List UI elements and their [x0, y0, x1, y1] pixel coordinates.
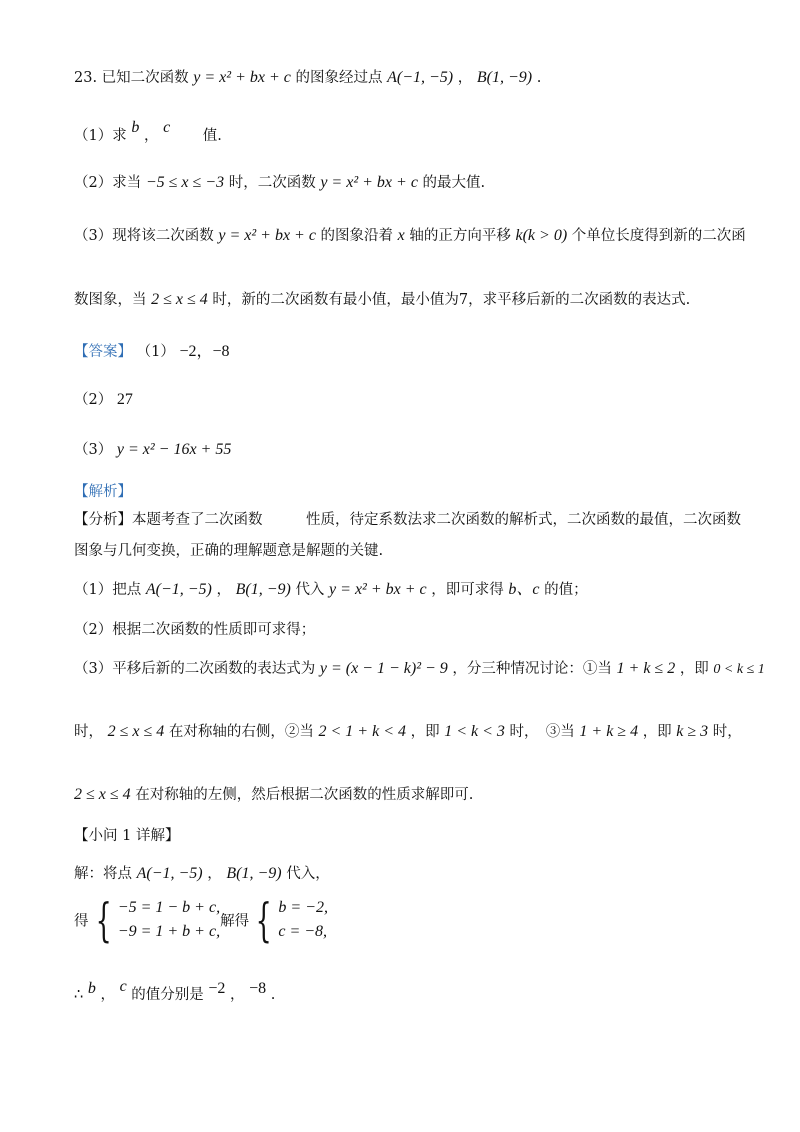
answer-3 [74, 440, 231, 460]
s3-cond-2: 0 < k ≤ 1 [713, 662, 765, 677]
fenxi-text-1: 本题考查了二次函数 性质，待定系数法求二次函数的解析式，二次函数的最值，二次函数 [132, 512, 741, 528]
var-c: c [163, 119, 171, 136]
analysis-tag: 【解析】 [74, 484, 132, 500]
quadratic-function: y = x² + bx + c [193, 69, 291, 86]
a1-label: （1） [136, 344, 175, 360]
shift-k: k(k > 0) [515, 227, 568, 244]
left-brace-icon: { [95, 893, 112, 947]
q2-function: y = x² + bx + c [320, 174, 418, 191]
s5-text: 在对称轴的左侧，然后根据二次函数的性质求解即可. [135, 787, 474, 803]
concl-var-b: b [87, 980, 96, 997]
var-x: x [397, 227, 405, 244]
analysis-heading [74, 482, 132, 502]
stem-text-2: 的图象经过点 [295, 70, 383, 86]
s4-tail: 时， [712, 724, 742, 740]
analysis-step-1 [74, 580, 588, 600]
fenxi-line-2 [74, 541, 383, 561]
detail-tag: 【小问 1 详解】 [74, 828, 180, 844]
system-rows [118, 896, 220, 944]
answer-1 [74, 342, 230, 362]
q1-tail: 值. [202, 128, 222, 144]
detail-point-b: B(1, −9) [226, 865, 282, 882]
detail-text-2: 代入， [286, 866, 330, 882]
concl-sep-2: ， [230, 987, 245, 1003]
analysis-step-2 [74, 620, 315, 640]
detail-line-1 [74, 864, 330, 884]
s1-text: 代入 [295, 582, 325, 598]
stem-text: 已知二次函数 [101, 70, 189, 86]
analysis-step-3 [74, 659, 765, 680]
equation-system [74, 893, 328, 947]
solution-2: c = −8, [278, 923, 328, 940]
q2-range: −5 ≤ x ≤ −3 [145, 174, 225, 191]
q3-text-3: 个单位长度得到新的二次函 [571, 228, 746, 244]
conclusion-line [74, 978, 276, 1005]
problem-stem-line [74, 68, 541, 88]
q2-tail: 的最大值. [422, 175, 486, 191]
solution-rows [278, 896, 328, 944]
s1-vars: b、c [508, 581, 540, 598]
var-b: b [131, 119, 140, 136]
s3-function: y = (x − 1 − k)² − 9 [319, 660, 448, 677]
s4-cond-3: 1 + k ≥ 4 [579, 723, 639, 740]
s1-point-b: B(1, −9) [235, 581, 291, 598]
solution-1: b = −2, [278, 899, 328, 916]
s3-text-2: ，分三种情况讨论：①当 [452, 661, 612, 677]
concl-period: . [270, 987, 276, 1003]
s3-text: （3）平移后新的二次函数的表达式为 [74, 661, 316, 677]
s4-text: 时， [74, 724, 103, 740]
s1-tail: 的值； [544, 582, 588, 598]
left-brace-icon-2: { [255, 893, 272, 947]
concl-text: 的值分别是 [131, 987, 204, 1003]
q3-text-2: 轴的正方向平移 [409, 228, 511, 244]
problem-number: 23. [74, 70, 98, 86]
s4-text-4: 时， ③当 [509, 724, 575, 740]
q1-label: （1）求 [74, 128, 127, 144]
fenxi-line-1 [74, 510, 741, 530]
fenxi-text-2: 图象与几何变换，正确的理解题意是解题的关键. [74, 543, 384, 559]
concl-sep: ， [100, 987, 115, 1003]
a3-value: y = x² − 16x + 55 [116, 441, 232, 458]
s1-label: （1）把点 [74, 582, 142, 598]
s3-text-3: ，即 [679, 661, 709, 677]
equation-2: −9 = 1 + b + c, [117, 923, 221, 940]
a1-value: −2，−8 [179, 343, 230, 360]
detail-sep: ， [207, 866, 222, 882]
a3-label: （3） [74, 442, 113, 458]
s4-text-5: ，即 [642, 724, 672, 740]
s3-cond-1: 1 + k ≤ 2 [616, 660, 676, 677]
answer-2 [74, 390, 133, 410]
q3-function: y = x² + bx + c [218, 227, 316, 244]
question-2 [74, 173, 485, 193]
s2-text: （2）根据二次函数的性质即可求得； [74, 622, 316, 638]
s4-range: 2 ≤ x ≤ 4 [107, 723, 165, 740]
s4-text-3: ，即 [410, 724, 440, 740]
point-a: A(−1, −5) [387, 69, 454, 86]
comma: ， [143, 128, 159, 144]
q3-tail: 时，新的二次函数有最小值，最小值为7，求平移后新的二次函数的表达式. [212, 292, 691, 308]
answer-tag: 【答案】 [74, 344, 132, 360]
a2-value: 27 [116, 391, 133, 408]
jiede-label: 解得 [220, 913, 250, 930]
q3-range: 2 ≤ x ≤ 4 [151, 291, 208, 308]
detail-point-a: A(−1, −5) [136, 865, 203, 882]
detail-heading [74, 826, 179, 846]
s1-text-2: ，即可求得 [431, 582, 504, 598]
equation-1: −5 = 1 − b + c, [117, 899, 221, 916]
fenxi-label: 【分析】 [74, 512, 132, 528]
s1-sep: ， [216, 582, 231, 598]
concl-var-c: c [119, 978, 127, 995]
separator: ， [457, 70, 473, 86]
s5-range: 2 ≤ x ≤ 4 [74, 786, 131, 803]
q2-text: 时，二次函数 [228, 175, 316, 191]
s4-text-2: 在对称轴的右侧，②当 [168, 724, 314, 740]
s4-cond-4: k ≥ 3 [676, 723, 709, 740]
a2-label: （2） [74, 392, 113, 408]
analysis-step-4 [74, 722, 742, 742]
question-1 [74, 119, 222, 146]
q3-text-4: 数图象，当 [74, 292, 147, 308]
question-3-line-1 [74, 226, 746, 246]
therefore-symbol: ∴ [74, 987, 84, 1003]
analysis-step-5 [74, 785, 473, 805]
de-label: 得 [74, 913, 89, 930]
period: . [536, 70, 542, 86]
s1-point-a: A(−1, −5) [145, 581, 212, 598]
q2-label: （2）求当 [74, 175, 142, 191]
concl-value-1: −2 [208, 980, 226, 997]
point-b: B(1, −9) [476, 69, 533, 86]
s4-cond-2: 1 < k < 3 [444, 723, 505, 740]
s1-function: y = x² + bx + c [329, 581, 427, 598]
s4-cond-1: 2 < 1 + k < 4 [318, 723, 406, 740]
question-3-line-2 [74, 290, 690, 310]
detail-text: 解：将点 [74, 866, 132, 882]
concl-value-2: −8 [249, 980, 267, 997]
q3-label: （3）现将该二次函数 [74, 228, 214, 244]
q3-text: 的图象沿着 [320, 228, 394, 244]
